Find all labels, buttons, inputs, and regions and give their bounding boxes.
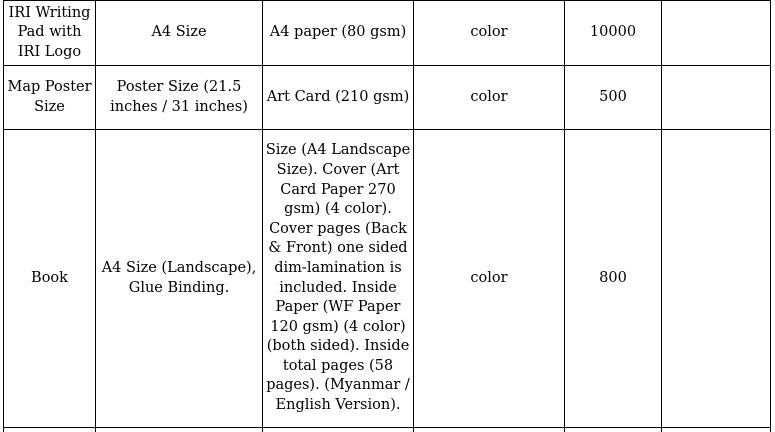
item-cell (4, 1, 96, 66)
item-name: IRI Writing Pad with IRI Logo (8, 4, 91, 60)
empty-cell (263, 428, 414, 432)
item-paper: Art Card (210 gsm) (266, 88, 410, 105)
item-color: color (470, 88, 508, 105)
item-quantity: 800 (599, 269, 627, 286)
empty-cell (4, 428, 96, 432)
paper-cell (263, 66, 414, 130)
item-cell (4, 66, 96, 130)
item-size: Poster Size (21.5 inches / 31 inches) (110, 78, 248, 115)
remark-cell (662, 1, 771, 66)
size-cell (96, 1, 263, 66)
quantity-cell (565, 1, 662, 66)
empty-cell (414, 428, 565, 432)
size-cell (96, 130, 263, 428)
quantity-cell (565, 66, 662, 130)
remark-cell (662, 130, 771, 428)
empty-cell (565, 428, 662, 432)
item-size: A4 Size (Landscape), Glue Binding. (101, 259, 257, 296)
item-name: Map Poster Size (7, 78, 92, 115)
print-spec-table (3, 0, 771, 432)
table-row (4, 66, 771, 130)
empty-cell (96, 428, 263, 432)
color-cell (414, 130, 565, 428)
color-cell (414, 1, 565, 66)
empty-cell (662, 428, 771, 432)
color-cell (414, 66, 565, 130)
remark-cell (662, 66, 771, 130)
paper-cell (263, 130, 414, 428)
quantity-cell (565, 130, 662, 428)
paper-cell (263, 1, 414, 66)
table-row (4, 1, 771, 66)
size-cell (96, 66, 263, 130)
item-paper: A4 paper (80 gsm) (269, 24, 407, 41)
item-quantity: 10000 (589, 24, 637, 41)
item-size: A4 Size (151, 24, 207, 41)
table-row-partial (4, 428, 771, 432)
table-row (4, 130, 771, 428)
item-quantity: 500 (599, 88, 627, 105)
item-color: color (470, 269, 508, 286)
item-cell (4, 130, 96, 428)
item-name: Book (31, 269, 68, 286)
item-color: color (470, 24, 508, 41)
item-paper: Size (A4 Landscape Size). Cover (Art Card Paper 270 gsm) (4 color). Cover pages (Back & Front) one sided dim-lamination is included. Inside Paper (WF Paper 120 gsm) (4 color) (both sided). Inside total pages (58 pages). (Myanmar / English Version). (265, 142, 411, 414)
